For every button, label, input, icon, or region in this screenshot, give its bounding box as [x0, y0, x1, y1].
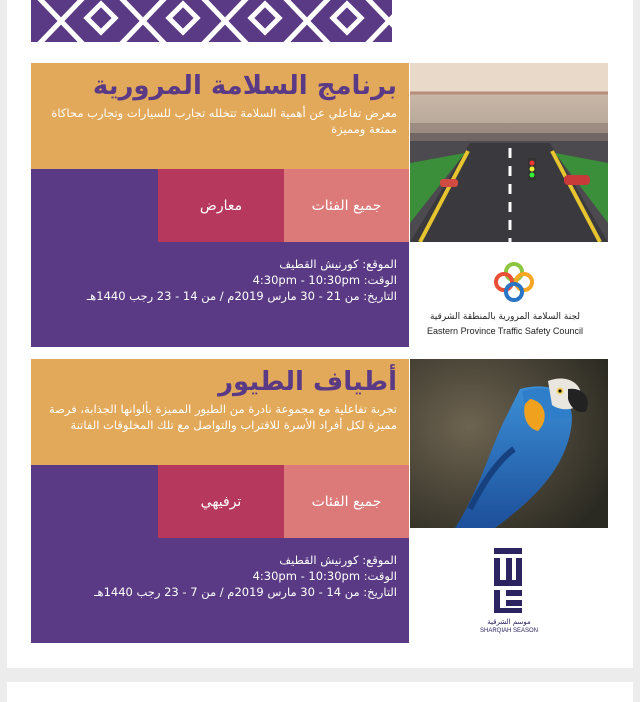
parrot-photo	[410, 359, 608, 528]
event-date: التاريخ: من 21 - 30 مارس 2019م / من 14 - 23 رجب 1440هـ	[86, 289, 397, 303]
category-type-badge: ترفيهي	[158, 465, 284, 538]
event-card-traffic-safety	[31, 63, 409, 347]
event-description: معرض تفاعلي عن أهمية السلامة تتخلله تجارب للسيارات وتجارب محاكاة ممتعة ومميزة	[51, 106, 397, 136]
council-name-english: Eastern Province Traffic Safety Council	[427, 326, 583, 336]
event-title: أطياف الطيور	[218, 367, 397, 397]
macaw-illustration	[410, 359, 608, 528]
event-title: برنامج السلامة المرورية	[92, 71, 397, 101]
category-spacer	[31, 169, 158, 242]
traffic-track-illustration	[410, 63, 608, 242]
event-location: الموقع: كورنيش القطيف	[279, 553, 397, 567]
event-details	[31, 538, 409, 643]
sharqiah-season-english: SHARQIAH SEASON	[479, 628, 538, 634]
event-time: الوقت: 4:30pm - 10:30pm	[252, 273, 397, 287]
event-header	[31, 63, 409, 169]
category-all-badge: جميع الفئات	[284, 465, 409, 538]
sharqiah-season-arabic: موسم الشرقية	[487, 618, 531, 626]
event-location: الموقع: كورنيش القطيف	[279, 257, 397, 271]
traffic-safety-council-logo	[410, 242, 608, 344]
traffic-exhibit-photo	[410, 63, 608, 242]
sharqiah-season-logo	[410, 528, 608, 643]
event-time: الوقت: 4:30pm - 10:30pm	[252, 569, 397, 583]
category-spacer	[31, 465, 158, 538]
event-description: تجربة تفاعلية مع مجموعة نادرة من الطيور المميزة بألوانها الجذابة، فرصة مميزة لكل أفراد الأسرة للاقتراب والتواصل مع تلك المخلوقات الفاتنة	[48, 402, 397, 432]
event-details	[31, 242, 409, 347]
category-all-badge: جميع الفئات	[284, 169, 409, 242]
event-header	[31, 359, 409, 465]
event-categories	[31, 465, 409, 538]
pattern-graphic	[31, 0, 392, 42]
category-type-badge: معارض	[158, 169, 284, 242]
event-card-birds	[31, 359, 409, 643]
event-categories	[31, 169, 409, 242]
council-name-arabic: لجنة السلامة المرورية بالمنطقة الشرقية	[429, 312, 580, 322]
next-page-sheet	[7, 682, 633, 702]
decorative-banner	[31, 0, 392, 42]
event-date: التاريخ: من 14 - 30 مارس 2019م / من 7 - 23 رجب 1440هـ	[94, 585, 397, 599]
